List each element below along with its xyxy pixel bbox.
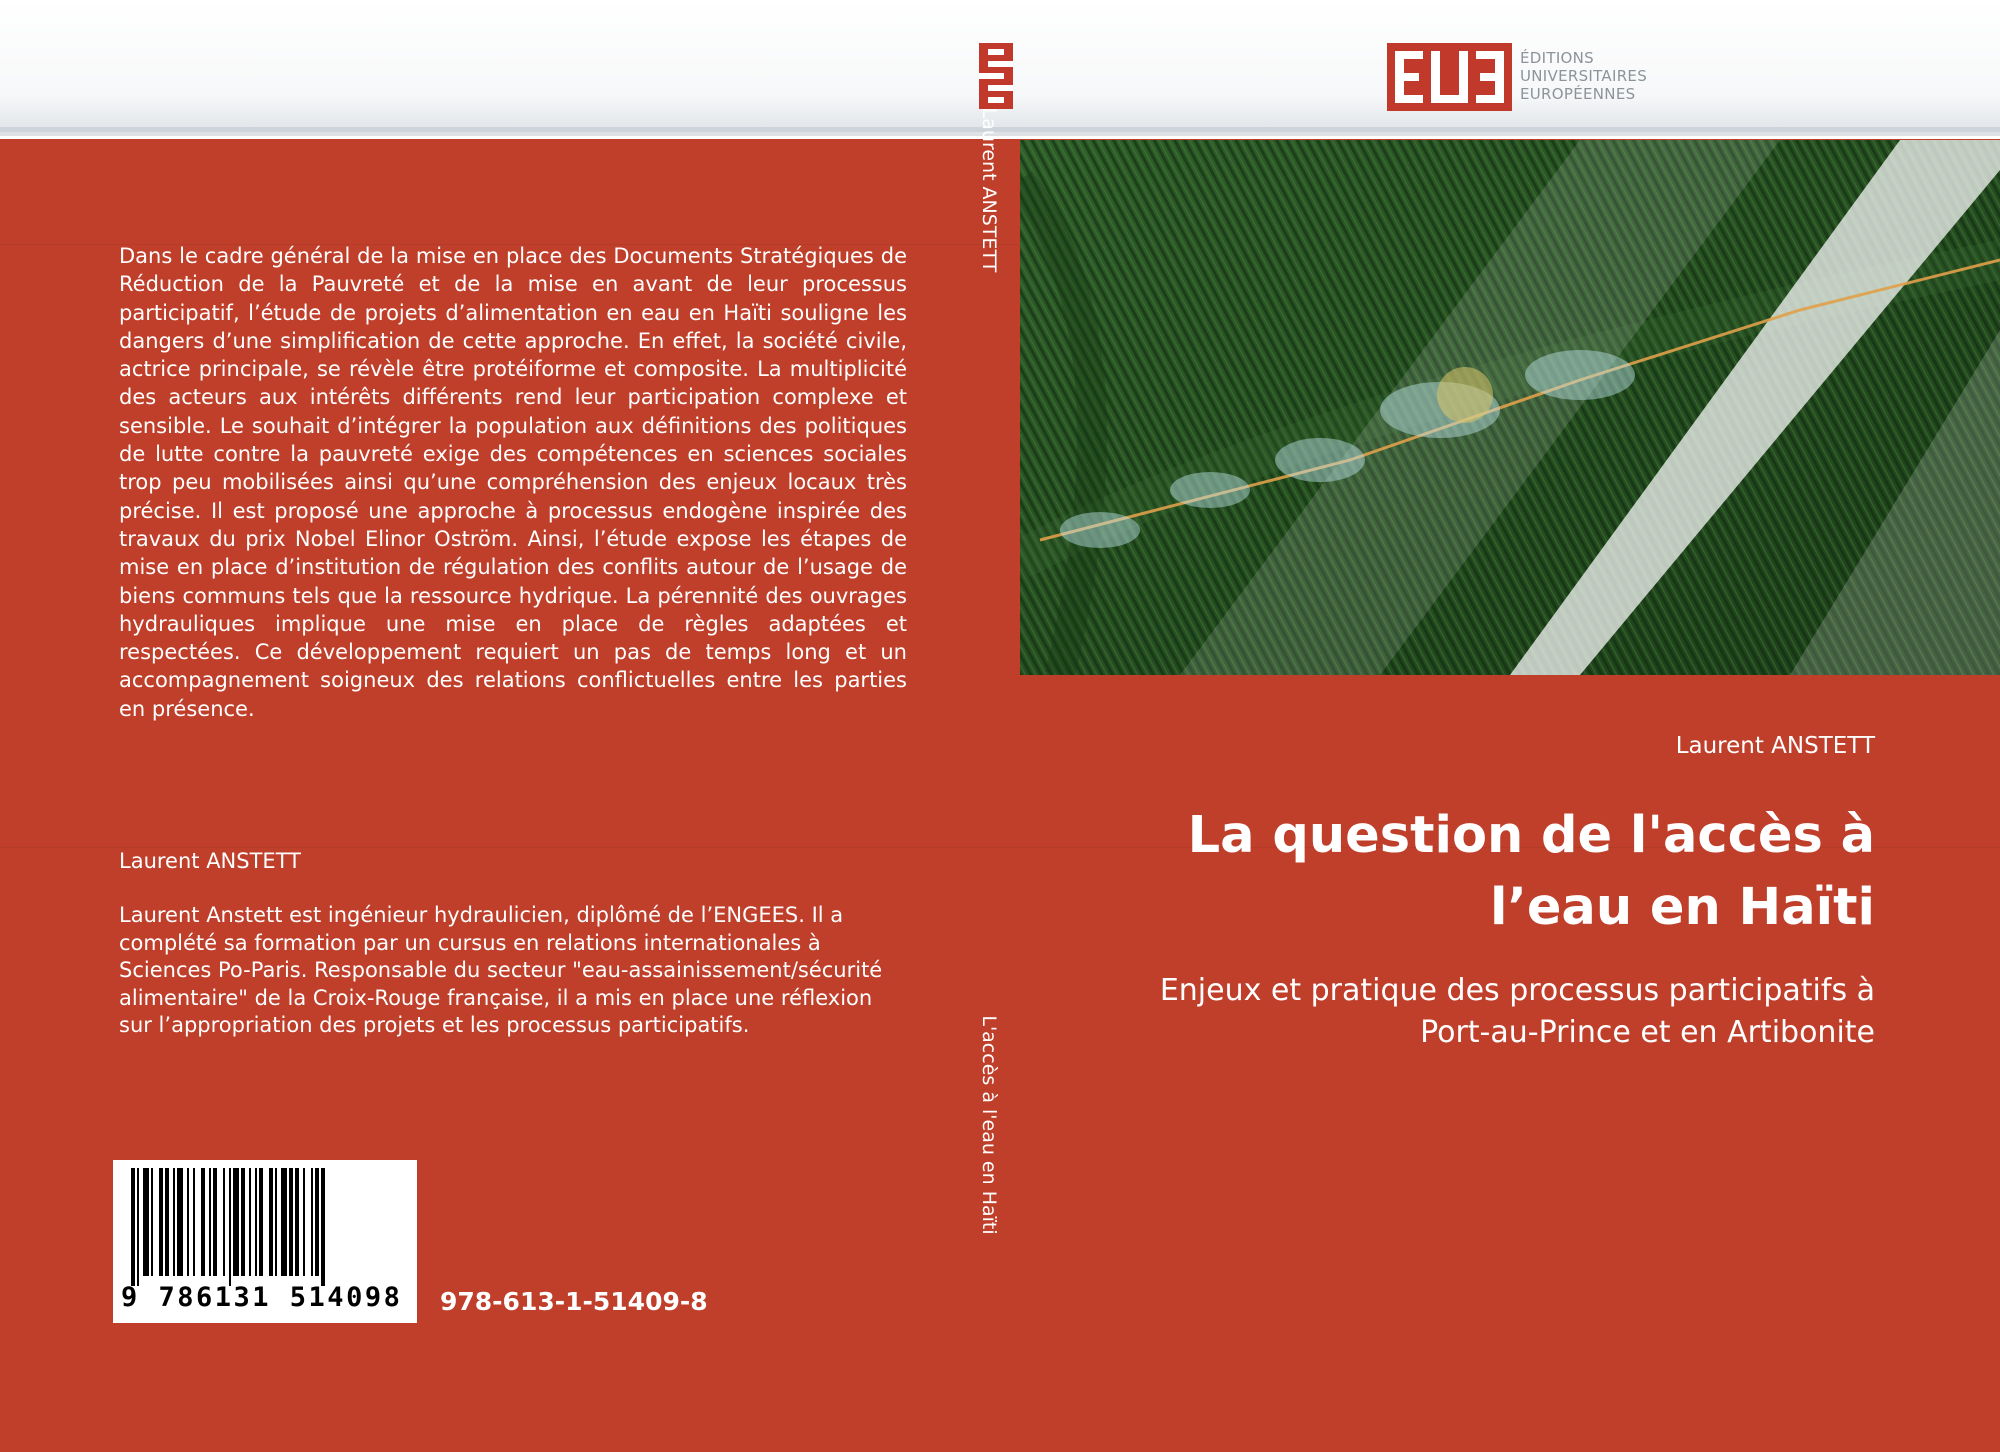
top-band-edge [0,127,2000,132]
barcode-bar [201,1168,205,1276]
publisher-name-line: EUROPÉENNES [1520,85,1636,103]
book-title [1075,800,1875,944]
barcode-bar [177,1168,183,1276]
book-subtitle [1075,970,1875,1054]
isbn: 978-613-1-51409-8 [440,1287,708,1316]
barcode-bar [165,1168,169,1276]
barcode-bar [281,1168,287,1276]
barcode-bar [289,1168,293,1276]
barcode-bar [269,1168,273,1276]
front-author: Laurent ANSTETT [1675,733,1875,759]
barcode-bar [209,1168,211,1276]
barcode-bar [151,1168,153,1276]
barcode-bar [311,1168,313,1276]
back-author-name: Laurent ANSTETT [119,849,301,873]
barcode-bar [229,1168,231,1286]
barcode-bar [241,1168,245,1276]
publisher-logo [1387,43,1512,111]
barcode-bar [193,1168,195,1276]
book-subtitle-line: Enjeux et pratique des processus participatifs à [1159,973,1875,1008]
author-bio: Laurent Anstett est ingénieur hydraulicien, diplômé de l’ENGEES. Il a complété sa formation par un cursus en relations internationales à Sciences Po-Paris. Responsable du secteur "eau-assainissement/sécurité alimentaire" de la Croix-Rouge française, il a mis en place une réflexion sur l’appropriation des projets et les processus participatifs. [119,903,883,1037]
barcode-bar [213,1168,217,1276]
cover-photo [1020,140,2000,675]
barcode [113,1160,417,1323]
book-title-line: l’eau en Haïti [1489,878,1875,937]
barcode-bar [159,1168,163,1276]
spine-author: Laurent ANSTETT [978,107,1000,273]
publisher-name-line: ÉDITIONS [1520,49,1594,67]
barcode-bar [137,1168,139,1286]
publisher-name [1520,49,1647,103]
barcode-bar [233,1168,239,1276]
book-title-line: La question de l'accès à [1187,806,1875,865]
book-subtitle-line: Port-au-Prince et en Artibonite [1420,1015,1875,1050]
back-summary: Dans le cadre général de la mise en place des Documents Stratégiques de Réduction de la Pauvreté et de la mise en avant de leur processus participatif, l’étude de projets d’alimentation en eau en Haïti souligne les dangers d’une simplification de cette approche. En effet, la société civile, actrice principale, se révèle être protéiforme et composite. La multiplicité des acteurs aux intérêts différents rend leur participation complexe et sensible. Le souhait d’intégrer la population aux définitions des politiques de lutte contre la pauvreté exige des compétences en sciences sociales trop peu mobilisées ainsi qu’une compréhension des enjeux locaux très précise. Il est proposé une approche à processus endogène inspirée des travaux du prix Nobel Elinor Oström. Ainsi, l’étude expose les étapes de mise en place d’institution de régulation des conflits autour de l’usage de biens communs tels que la ressource hydrique. La pérennité des ouvrages hydrauliques implique une mise en place de règles adaptées et respectées. Ce développement requiert un pas de temps long et un accompagnement soigneux des relations conflictuelles entre les parties en présence. [119,244,907,721]
spine-publisher-logo [979,43,1013,109]
barcode-bar [295,1168,299,1276]
spine-title: L'accès à l'eau en Haïti [978,1015,1000,1235]
barcode-bar [173,1168,175,1276]
barcode-bar [275,1168,277,1276]
barcode-bar [255,1168,257,1276]
barcode-bar [249,1168,251,1276]
barcode-bar [131,1168,135,1286]
barcode-bar [223,1168,225,1276]
barcode-bar [187,1168,189,1276]
barcode-bar [303,1168,305,1276]
barcode-bar [321,1168,325,1286]
barcode-bar [315,1168,319,1276]
barcode-bar [259,1168,263,1276]
publisher-name-line: UNIVERSITAIRES [1520,67,1648,85]
barcode-digits: 9 786131 514098 [121,1282,403,1313]
barcode-bar [143,1168,149,1276]
